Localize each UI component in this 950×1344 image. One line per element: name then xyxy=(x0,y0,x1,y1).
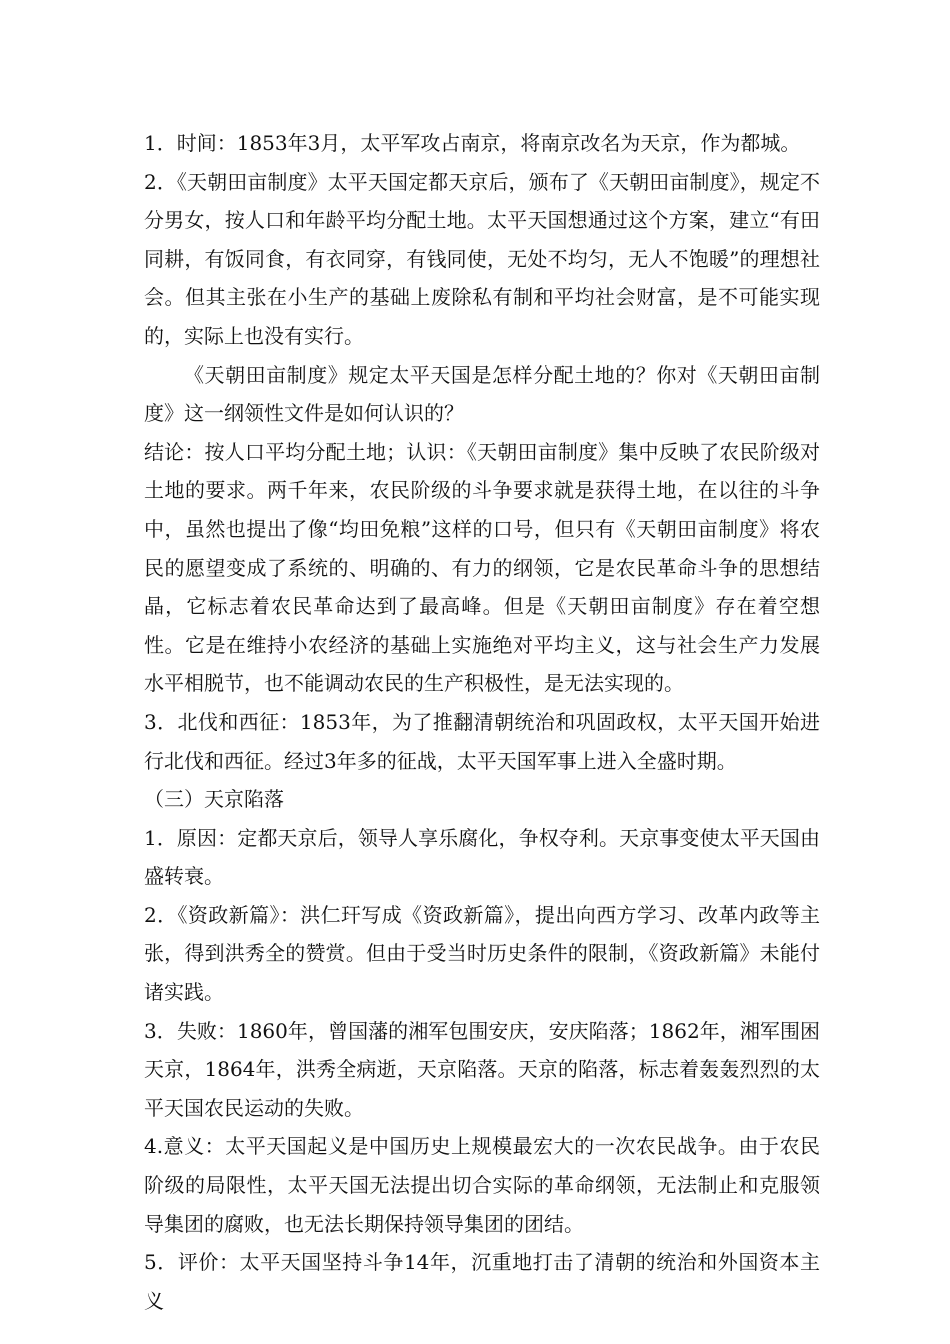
paragraph-evaluation: 5．评价：太平天国坚持斗争14年，沉重地打击了清朝的统治和外国资本主义 xyxy=(144,1250,820,1313)
paragraph-cause: 1．原因：定都天京后，领导人享乐腐化，争权夺利。天京事变使太平天国由盛转衰。 xyxy=(144,825,820,889)
paragraph-northern-western-expedition: 3．北伐和西征：1853年，为了推翻清朝统治和巩固政权，太平天国开始进行北伐和西征。经过3年多的征战，太平天国军事上进入全盛时期。 xyxy=(144,709,820,773)
paragraph-land-system: 2．《天朝田亩制度》太平天国定都天京后，颁布了《天朝田亩制度》，规定不分男女，按人口和年龄平均分配土地。太平天国想通过这个方案，建立“有田同耕，有饭同食，有衣同穿，有钱同使，无处不均匀，无人不饱暖”的理想社会。但其主张在小生产的基础上废除私有制和平均社会财富，是不可能实现的，实际上也没有实行。 xyxy=(144,169,820,348)
paragraph-new-governance: 2．《资政新篇》：洪仁玕写成《资政新篇》，提出向西方学习、改革内政等主张，得到洪秀全的赞赏。但由于受当时历史条件的限制，《资政新篇》未能付诸实践。 xyxy=(144,902,820,1005)
paragraph-conclusion: 结论：按人口平均分配土地；认识：《天朝田亩制度》集中反映了农民阶级对土地的要求。两千年来，农民阶级的斗争要求就是获得土地，在以往的斗争中，虽然也提出了像“均田免粮”这样的口号，但只有《天朝田亩制度》将农民的愿望变成了系统的、明确的、有力的纲领，它是农民革命斗争的思想结晶，它标志着农民革命达到了最高峰。但是《天朝田亩制度》存在着空想性。它是在维持小农经济的基础上实施绝对平均主义，这与社会生产力发展水平相脱节，也不能调动农民的生产积极性，是无法实现的。 xyxy=(144,439,820,696)
paragraph-question: 《天朝田亩制度》规定太平天国是怎样分配土地的？你对《天朝田亩制度》这一纲领性文件是如何认识的？ xyxy=(144,362,820,426)
document-body xyxy=(144,124,820,1320)
paragraph-time: 1．时间：1853年3月，太平军攻占南京，将南京改名为天京，作为都城。 xyxy=(144,131,801,155)
paragraph-failure: 3．失败：1860年，曾国藩的湘军包围安庆，安庆陷落；1862年，湘军围困天京，1864年，洪秀全病逝，天京陷落。天京的陷落，标志着轰轰烈烈的太平天国农民运动的失败。 xyxy=(144,1018,820,1120)
section-heading-fall-of-tianjing: （三）天京陷落 xyxy=(144,787,284,812)
paragraph-significance: 4.意义：太平天国起义是中国历史上规模最宏大的一次农民战争。由于农民阶级的局限性，太平天国无法提出切合实际的革命纲领，无法制止和克服领导集团的腐败，也无法长期保持领导集团的团结。 xyxy=(144,1134,820,1236)
